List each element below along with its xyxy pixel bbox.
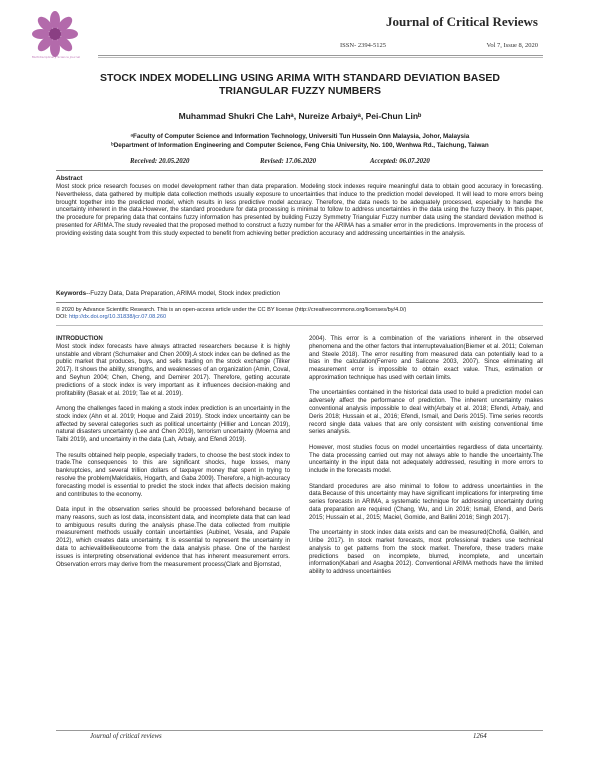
- paragraph: 2004). This error is a combination of the variations inherent in the observed phenomena and the other factors that interruptevaluation(Biemer et al. 2011; Coleman and Steele 2018). The error resulting from measured data can potentially lead to a bias in the calculation(Ferrero and Salicone 2003, 2007). Since eliminating all measurement error is impossible to obtain exact value. Thus, estimation or approximation technique has used with certain limits.: [309, 335, 543, 381]
- logo-caption: Multidisciplinary Science Journal: [31, 55, 81, 59]
- page-number: 1264: [473, 733, 487, 740]
- paragraph: Most stock index forecasts have always attracted researchers because it is highly unstable and vibrant (Schumaker and Chen 2009).A stock index can be defined as the public market that produces, buys, and sells trading on the stock exchange (Tilker 2017). It shows the ability, strengths, and weaknesses of an organization (Amin, Coval, and Seyhun 2004; Chen, Cheng, and Demirer 2017). Therefore, getting accurate predictions of a stock index is very important as it influences decision-making and profitability (Basak et al. 2019; Tae et al. 2019).: [56, 342, 290, 397]
- copyright-divider: [56, 325, 543, 326]
- header-divider: [98, 55, 543, 56]
- article-title: STOCK INDEX MODELLING USING ARIMA WITH STANDARD DEVIATION BASED TRIANGULAR FUZZY NUMBERS: [100, 72, 500, 97]
- copyright-text: © 2020 by Advance Scientific Research. This is an open-access article under the CC BY license (http://creativecommons.org/licenses/by/4.0/): [56, 307, 407, 313]
- abstract-text: Most stock price research focuses on model development rather than data preparation. Modeling stock indexes require meaningful data to obtain good accuracy in forecasting. Nevertheless, data gathered by multiple data collection methods usually exposure to uncertainties that induce to the prediction model developed. It will lead to more errors being brought together into the predicted model, which results in less predictive model accuracy. Therefore, the data needs to be adequately processed, especially to handle the uncertainty inherent in the data.However, the standard procedure for data processing is minimal to follow to address uncertainties in the data using the fuzzy theory. In this paper, the procedure for preparing data that contains fuzzy information has presented by building Fuzzy Symmetry Triangular Fuzzy number data using the standard deviation method is presented for ARIMA.The study revealed that the proposed method to construct a fuzzy number for the ARIMA has a smaller error in the predictions. Improvements in the process of providing existing data sought from this study expected to benefit from achieving better prediction accuracy and addressing uncertainties in the analysis.: [56, 183, 543, 237]
- doi-link[interactable]: http://dx.doi.org/10.31838/jcr.07.08.260: [69, 314, 167, 320]
- paragraph: The uncertainty in stock index data exists and can be measured(Chofiá, Gaillén, and Uribe 2017). In stock market forecasts, most professional traders use technical analysis to get patterns from the stock market. Therefore, these traders make predictions based on incomplete, blurred, incomplete, and uncertain information(Kabari and Asagba 2012). Conventional ARIMA methods have the limited ability to address uncertainties: [309, 529, 543, 576]
- journal-name: Journal of Critical Reviews: [385, 14, 538, 29]
- affiliation-a: ᵃFaculty of Computer Science and Information Technology, Universiti Tun Hussein Onn Malaysia, Johor, Malaysia: [130, 133, 470, 140]
- dates-divider: [56, 170, 543, 171]
- paragraph: The uncertainties contained in the historical data used to build a prediction model can adversely affect the performance of prediction. The inherent uncertainty makes conventional analysis impossible to deal with(Arbaiy et al. 2018; Efendi, Arbaiy, and Deris 2018; Hussain et al., 2016; Efendi, Ismail, and Deris 2015). Time series records record single data values that are only consistent with existing conventional time series analysis.: [309, 389, 543, 436]
- body-left-column: [56, 335, 290, 576]
- footer-journal: Journal of critical reviews: [90, 733, 162, 740]
- header-divider-secondary: [98, 57, 543, 58]
- copyright-block: [56, 307, 543, 321]
- revised-date: Revised: 17.06.2020: [260, 158, 317, 165]
- keywords-divider: [56, 302, 543, 303]
- paragraph: Among the challenges faced in making a stock index prediction is an uncertainty in the stock index (Ahn et al. 2019; Hoque and Zaidi 2019). Stock index uncertainty can be affected by several categories such as political uncertainty (Hillier and Loncan 2019), natural disasters uncertainty (Lee and Chen 2019), terrorism uncertainty (Moerna and Talbi 2019), and uncertainty in the data (Lah, Arbaiy, and Efendi 2019).: [56, 404, 290, 444]
- doi-line: [56, 314, 543, 321]
- body-right-column: [309, 335, 543, 583]
- issn: ISSN- 2394-5125: [340, 42, 387, 49]
- volume-issue: Vol 7, Issue 8, 2020: [486, 42, 538, 49]
- keywords-label: Keywords: [56, 290, 87, 297]
- received-date: Received: 20.05.2020: [130, 158, 190, 165]
- doi-label: DOI:: [56, 314, 70, 320]
- keywords-text: --Fuzzy Data, Data Preparation, ARIMA model, Stock index prediction: [86, 290, 280, 297]
- paragraph: The results obtained help people, especially traders, to choose the best stock index to trade.The consequences to this are significant shocks, huge losses, many bankruptcies, and several trillion dollars of taxpayer money that spent in trying to resolve the problem(Makridakis, Hogarth, and Gaba 2009). Therefore, a high-accuracy forecasting model is essential to predict the stock index that affects decision making and contributes to the economy.: [56, 451, 290, 498]
- paragraph: Standard procedures are also minimal to follow to address uncertainties in the data.Because of this uncertainty may have significant implications for interpreting time series forecasts in ARIMA, a systematic technique for addressing uncertainty during data preparation are required (Chang, Wu, and Lin 2016; Ismail, Efendi, and Deris 2015; Hussain et al., 2015; Maciel, Gomide, and Ballini 2016; Singh 2017).: [309, 482, 543, 521]
- keywords: [56, 290, 543, 297]
- accepted-date: Accepted: 06.07.2020: [370, 158, 430, 165]
- footer-divider: [56, 730, 543, 731]
- abstract-heading: Abstract: [56, 175, 83, 182]
- paragraph: However, most studies focus on model uncertainties regardless of data uncertainty. The data processing carried out may not always able to handle the uncertainty.The uncertainty in the input data not adequately addressed, resulting in more errors to include in the forecasts model.: [309, 443, 543, 475]
- authors: Muhammad Shukri Che Lahᵃ, Nureize Arbaiyᵃ, Pei-Chun Linᵇ: [178, 111, 422, 121]
- paragraph: Data input in the observation series should be processed beforehand because of many reasons, such as lost data, inconsistent data, and incomplete data that can lead to ambiguous results during the analysis phase.The data collected from multiple measurement methods usually contain uncertainties (Aubinet, Vesala, and Papale 2012), which creates data uncertainty. It is essential to represent the uncertainty in data to achievalitlelikeoutcome from the data analysis phase. One of the hardest issues is interpreting observational evidence that has inherent measurement errors. Observation errors may derive from the measurement process(Clark and Bjornstad,: [56, 505, 290, 568]
- intro-heading: INTRODUCTION: [56, 335, 103, 342]
- journal-logo: [30, 10, 80, 58]
- affiliation-b: ᵇDepartment of Information Engineering and Computer Science, Feng Chia University, No. 100, Wenhwa Rd., Taichung, Taiwan: [111, 142, 489, 149]
